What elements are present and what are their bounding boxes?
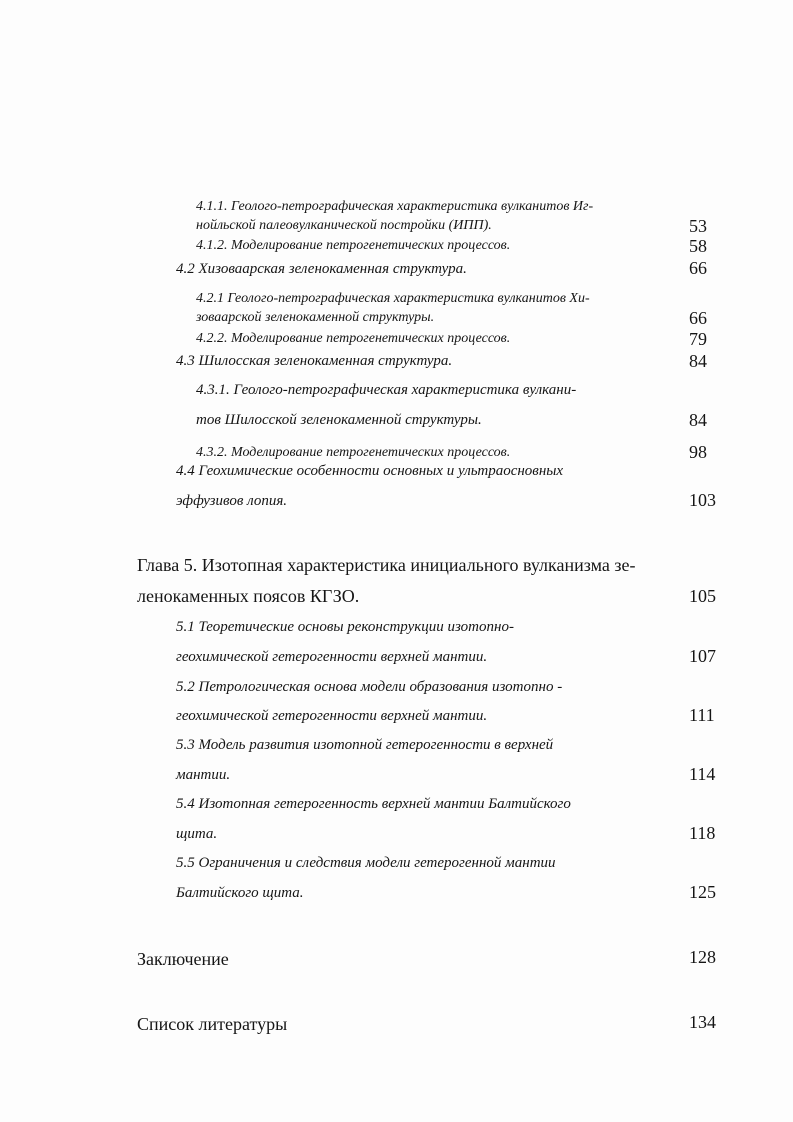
toc-page-5-2: 111 [689,705,715,725]
toc-entry-4-3: 4.3 Шилосская зеленокаменная структура. [176,353,453,369]
toc-page-5-5: 125 [689,882,716,902]
toc-page-4-2-2: 79 [689,329,707,349]
toc-page-references: 134 [689,1012,716,1032]
toc-entry-4-1-1-line2: нойльской палеовулканической постройки (ИПП). [196,218,492,233]
toc-entry-5-4-line1: 5.4 Изотопная гетерогенность верхней мантии Балтийского [176,796,571,812]
toc-entry-4-2-2: 4.2.2. Моделирование петрогенетических процессов. [196,331,511,346]
toc-chapter-5-line1: Глава 5. Изотопная характеристика инициального вулканизма зе- [137,555,636,575]
toc-entry-5-2-line1: 5.2 Петрологическая основа модели образования изотопно - [176,679,563,695]
toc-page-chapter-5: 105 [689,586,716,606]
toc-entry-5-3-line1: 5.3 Модель развития изотопной гетерогенности в верхней [176,737,554,753]
toc-entry-4-2-1-line2: зоваарской зеленокаменной структуры. [196,310,435,325]
toc-page-4-2: 66 [689,258,707,278]
toc-page-4-1-2: 58 [689,236,707,256]
toc-entry-5-1-line1: 5.1 Теоретические основы реконструкции изотопно- [176,619,514,635]
toc-page-5-3: 114 [689,764,716,784]
toc-page-4-2-1: 66 [689,308,707,328]
toc-entry-5-3-line2: мантии. [176,767,231,783]
toc-entry-5-5-line1: 5.5 Ограничения и следствия модели гетерогенной мантии [176,855,556,871]
toc-entry-5-2-line2: геохимической гетерогенности верхней мантии. [176,708,488,724]
toc-entry-4-1-2: 4.1.2. Моделирование петрогенетических процессов. [196,238,511,253]
toc-page-5-1: 107 [689,646,716,666]
toc-page-4-1-1: 53 [689,216,707,236]
toc-entry-4-2: 4.2 Хизоваарская зеленокаменная структура. [176,261,467,277]
toc-chapter-5-line2: ленокаменных поясов КГЗО. [137,586,360,606]
toc-entry-4-1-1-line1: 4.1.1. Геолого-петрографическая характеристика вулканитов Иг- [196,199,594,214]
toc-references: Список литературы [137,1014,288,1034]
toc-page-4-3: 84 [689,351,707,371]
toc-entry-4-3-1-line1: 4.3.1. Геолого-петрографическая характеристика вулкани- [196,382,577,398]
toc-entry-4-3-2: 4.3.2. Моделирование петрогенетических процессов. [196,445,511,460]
toc-conclusion: Заключение [137,949,229,969]
toc-page-4-3-1: 84 [689,410,707,430]
toc-page-conclusion: 128 [689,947,716,967]
toc-page-4-4: 103 [689,490,716,510]
toc-entry-5-4-line2: щита. [176,826,218,842]
toc-page-5-4: 118 [689,823,716,843]
toc-entry-5-5-line2: Балтийского щита. [176,885,304,901]
toc-entry-4-4-line1: 4.4 Геохимические особенности основных и ультраосновных [176,463,564,479]
toc-entry-4-4-line2: эффузивов лопия. [176,493,288,509]
toc-page-4-3-2: 98 [689,442,707,462]
toc-entry-4-2-1-line1: 4.2.1 Геолого-петрографическая характеристика вулканитов Хи- [196,291,590,306]
toc-entry-5-1-line2: геохимической гетерогенности верхней мантии. [176,649,488,665]
toc-entry-4-3-1-line2: тов Шилосской зеленокаменной структуры. [196,412,482,428]
